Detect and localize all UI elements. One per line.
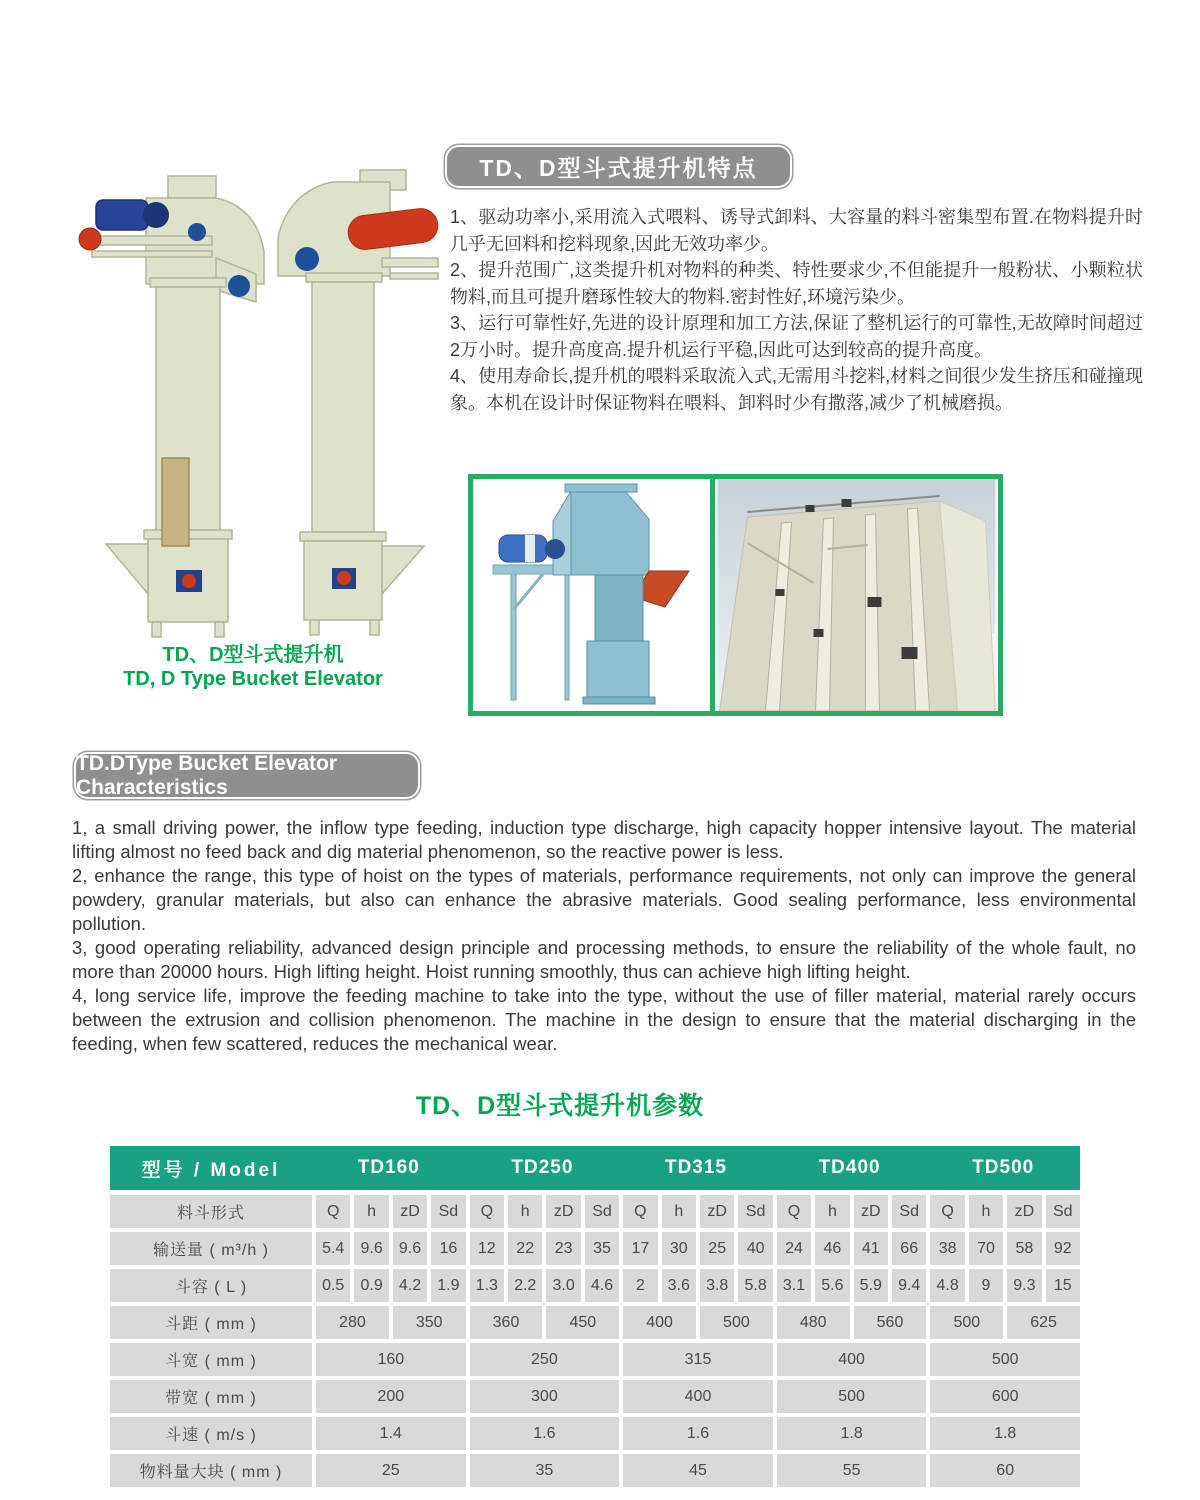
features-paragraphs <box>450 204 1143 416</box>
table-cell: 280 <box>316 1306 389 1339</box>
table-cell: 160 <box>316 1343 466 1376</box>
table-cell: 9.6 <box>354 1232 388 1265</box>
table-cell: 500 <box>700 1306 773 1339</box>
table-row-label: 斗速 ( m/s ) <box>110 1417 312 1450</box>
table-cell: 400 <box>623 1306 696 1339</box>
characteristic-item-1: 1, a small driving power, the inflow type feeding, induction type discharge, high capacity hopper intensive layout. The material lifting almost no feed back and dig material phenomenon, so the reactive power is less. <box>72 817 1136 862</box>
table-cell: 400 <box>777 1343 927 1376</box>
product-caption-en: TD, D Type Bucket Elevator <box>123 668 383 690</box>
table-cell: 25 <box>316 1454 466 1487</box>
characteristic-item-4: 4, long service life, improve the feeding machine to take into the type, without the use of filler material, material rarely occurs between the extrusion and collision phenomenon. The machine in the design to ensure that the material discharging in the feeding, when few scattered, reduces the mechanical wear. <box>72 985 1136 1054</box>
table-cell: 500 <box>930 1306 1003 1339</box>
table-cell: 40 <box>738 1232 772 1265</box>
table-cell: 17 <box>623 1232 657 1265</box>
parameters-title: TD、D型斗式提升机参数 <box>415 1092 705 1120</box>
table-header-label: 型号 / Model <box>141 1159 281 1181</box>
table-cell: 9.3 <box>1007 1269 1041 1302</box>
table-cell: 500 <box>930 1343 1080 1376</box>
table-cell: 1.8 <box>777 1417 927 1450</box>
table-cell: 1.3 <box>470 1269 504 1302</box>
table-cell: 4.6 <box>585 1269 619 1302</box>
table-cell: 9.6 <box>393 1232 427 1265</box>
table-row-label: 斗容 ( L ) <box>110 1269 312 1302</box>
table-cell: zD <box>1007 1195 1041 1228</box>
table-cell: Sd <box>892 1195 926 1228</box>
table-cell: Sd <box>585 1195 619 1228</box>
table-cell: 1.6 <box>623 1417 773 1450</box>
table-cell: 35 <box>585 1232 619 1265</box>
characteristics-badge: TD.DType Bucket Elevator Characteristics <box>76 754 418 797</box>
table-cell: zD <box>546 1195 580 1228</box>
table-cell: zD <box>854 1195 888 1228</box>
feature-item-1: 1、驱动功率小,采用流入式喂料、诱导式卸料、大容量的料斗密集型布置.在物料提升时几乎无回料和挖料现象,因此无效功率少。 <box>450 207 1143 254</box>
table-cell: 1.6 <box>470 1417 620 1450</box>
table-cell: 16 <box>431 1232 465 1265</box>
table-cell: 0.5 <box>316 1269 350 1302</box>
table-cell: 66 <box>892 1232 926 1265</box>
table-cell: h <box>969 1195 1003 1228</box>
table-header-model: TD315 <box>664 1157 727 1178</box>
table-cell: 22 <box>508 1232 542 1265</box>
features-badge: TD、D型斗式提升机特点 <box>447 147 790 186</box>
table-cell: 92 <box>1046 1232 1080 1265</box>
table-cell: 0.9 <box>354 1269 388 1302</box>
table-header-model: TD400 <box>818 1157 881 1178</box>
bucket-elevators-drawing <box>60 140 440 640</box>
table-cell: 1.8 <box>930 1417 1080 1450</box>
table-cell: 4.8 <box>930 1269 964 1302</box>
table-cell: 60 <box>930 1454 1080 1487</box>
table-cell: 450 <box>546 1306 619 1339</box>
table-cell: zD <box>700 1195 734 1228</box>
photo-strip <box>468 474 1003 716</box>
product-illustration <box>60 140 440 640</box>
table-header-model: TD160 <box>357 1157 420 1178</box>
table-cell: 5.9 <box>854 1269 888 1302</box>
table-cell: 25 <box>700 1232 734 1265</box>
table-cell: Sd <box>1046 1195 1080 1228</box>
table-cell: 12 <box>470 1232 504 1265</box>
table-cell: 2 <box>623 1269 657 1302</box>
machine-photo-image <box>473 479 710 711</box>
parameters-table <box>110 1146 1080 1487</box>
table-cell: h <box>815 1195 849 1228</box>
table-cell: 24 <box>777 1232 811 1265</box>
characteristics-paragraphs <box>72 816 1136 1056</box>
site-photo <box>715 479 998 711</box>
table-cell: Sd <box>431 1195 465 1228</box>
table-header <box>110 1146 1080 1190</box>
table-cell: Q <box>930 1195 964 1228</box>
table-cell: zD <box>393 1195 427 1228</box>
table-row-label: 带宽 ( mm ) <box>110 1380 312 1413</box>
table-cell: 3.8 <box>700 1269 734 1302</box>
table-body <box>110 1195 1080 1487</box>
table-cell: Q <box>777 1195 811 1228</box>
table-cell: 1.9 <box>431 1269 465 1302</box>
table-cell: 360 <box>470 1306 543 1339</box>
table-cell: 3.1 <box>777 1269 811 1302</box>
table-cell: Q <box>316 1195 350 1228</box>
site-photo-image <box>715 479 998 711</box>
table-cell: 15 <box>1046 1269 1080 1302</box>
table-row-label: 输送量 ( m³/h ) <box>110 1232 312 1265</box>
table-cell: 250 <box>470 1343 620 1376</box>
table-cell: Q <box>470 1195 504 1228</box>
table-cell: 560 <box>854 1306 927 1339</box>
table-cell: 3.0 <box>546 1269 580 1302</box>
table-cell: 315 <box>623 1343 773 1376</box>
table-cell: 35 <box>470 1454 620 1487</box>
table-cell: 600 <box>930 1380 1080 1413</box>
table-cell: h <box>354 1195 388 1228</box>
table-cell: 23 <box>546 1232 580 1265</box>
table-cell: 41 <box>854 1232 888 1265</box>
feature-item-2: 2、提升范围广,这类提升机对物料的种类、特性要求少,不但能提升一般粉状、小颗粒状物料,而且可提升磨琢性较大的物料.密封性好,环境污染少。 <box>450 260 1143 307</box>
feature-item-3: 3、运行可靠性好,先进的设计原理和加工方法,保证了整机运行的可靠性,无故障时间超过2万小时。提升高度高.提升机运行平稳,因此可达到较高的提升高度。 <box>450 313 1143 360</box>
table-cell: h <box>662 1195 696 1228</box>
table-cell: 5.4 <box>316 1232 350 1265</box>
table-cell: h <box>508 1195 542 1228</box>
table-cell: 300 <box>470 1380 620 1413</box>
table-header-model: TD250 <box>511 1157 574 1178</box>
table-cell: 625 <box>1007 1306 1080 1339</box>
product-caption <box>58 643 448 691</box>
table-cell: 38 <box>930 1232 964 1265</box>
table-cell: 400 <box>623 1380 773 1413</box>
product-caption-zh: TD、D型斗式提升机 <box>162 644 344 666</box>
table-cell: 45 <box>623 1454 773 1487</box>
table-row-label: 斗距 ( mm ) <box>110 1306 312 1339</box>
characteristic-item-3: 3, good operating reliability, advanced design principle and processing methods, to ensure the reliability of the whole fault, no more than 20000 hours. High lifting height. Hoist running smoothly, thus can achieve high lifting height. <box>72 937 1136 982</box>
table-cell: 200 <box>316 1380 466 1413</box>
table-row-label: 料斗形式 <box>110 1195 312 1228</box>
table-cell: 350 <box>393 1306 466 1339</box>
table-cell: 500 <box>777 1380 927 1413</box>
table-cell: Sd <box>738 1195 772 1228</box>
feature-item-4: 4、使用寿命长,提升机的喂料采取流入式,无需用斗挖料,材料之间很少发生挤压和碰撞现象。本机在设计时保证物料在喂料、卸料时少有撒落,减少了机械磨损。 <box>450 366 1143 413</box>
table-cell: 480 <box>777 1306 850 1339</box>
table-cell: 2.2 <box>508 1269 542 1302</box>
table-cell: 3.6 <box>662 1269 696 1302</box>
table-cell: 46 <box>815 1232 849 1265</box>
table-cell: 55 <box>777 1454 927 1487</box>
table-cell: 1.4 <box>316 1417 466 1450</box>
table-cell: 4.2 <box>393 1269 427 1302</box>
table-cell: 5.6 <box>815 1269 849 1302</box>
table-cell: Q <box>623 1195 657 1228</box>
table-cell: 9.4 <box>892 1269 926 1302</box>
characteristic-item-2: 2, enhance the range, this type of hoist on the types of materials, performance requirements, not only can improve the general powdery, granular materials, but also can enhance the abrasive materials. Good sealing performance, less environmental pollution. <box>72 865 1136 934</box>
table-cell: 5.8 <box>738 1269 772 1302</box>
table-cell: 58 <box>1007 1232 1041 1265</box>
table-cell: 30 <box>662 1232 696 1265</box>
table-row-label: 斗宽 ( mm ) <box>110 1343 312 1376</box>
table-row-label: 物料量大块 ( mm ) <box>110 1454 312 1487</box>
table-cell: 70 <box>969 1232 1003 1265</box>
machine-photo <box>473 479 710 711</box>
table-header-model: TD500 <box>972 1157 1035 1178</box>
table-cell: 9 <box>969 1269 1003 1302</box>
